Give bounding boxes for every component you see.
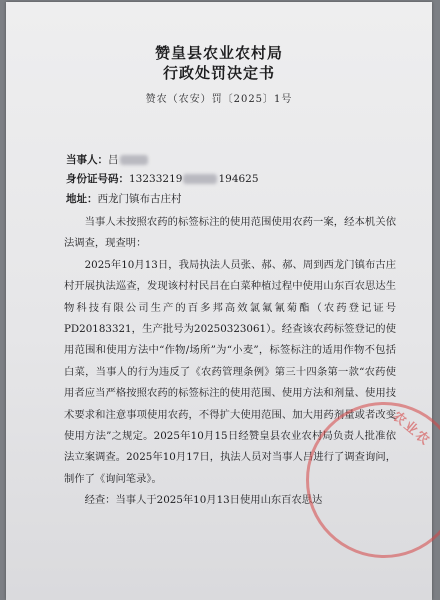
body-paragraph-2: 2025年10月13日，我局执法人员张、郝、郝、周到西龙门镇布古庄村开展执法巡查，发现该村村民吕在白菜种植过程中使用山东百农思达生物科技有限公司生产的百多邦高效氯氟氰菊酯（农药登记证号PD20183321，生产批号为20250323061）。经查该农药标签登记的使用范围和使用方法中“作物/场所”为“小麦”，标签标注的适用作物不包括白菜，当事人的行为违反了《农药管理条例》第三十四条第一款“农药使用者应当严格按照农药的标签标注的使用范围、使用方法和剂量、使用技术要求和注意事项使用农药，不得扩大使用范围、加大用药剂量或者改变使用方法”之规定。2025年10月15日经赞皇县农业农村局负责人批准依法立案调查。2025年10月17日，执法人员对当事人吕进行了调查询问，制作了《询问笔录》。 <box>64 258 396 485</box>
document-title-line1: 赞皇县农业农村局 <box>154 44 283 62</box>
id-number-field <box>66 171 259 186</box>
party-name: 吕 <box>108 154 119 166</box>
redaction-mark <box>120 155 148 165</box>
body-paragraph-1: 当事人未按照农药的标签标注的使用范围使用农药一案，经本机关依法调查，现查明： <box>64 216 396 250</box>
address-label: 地址： <box>66 193 98 205</box>
document-number: 赞农（农安）罚〔2025〕1号 <box>145 94 293 105</box>
redaction-mark <box>183 174 217 184</box>
id-number-label: 身份证号码： <box>66 173 129 185</box>
address-value: 西龙门镇布古庄村 <box>97 193 182 205</box>
document-title-line2: 行政处罚决定书 <box>162 64 275 82</box>
party-label: 当事人： <box>66 154 108 166</box>
party-field <box>66 152 149 167</box>
id-number-suffix: 194625 <box>218 173 259 185</box>
body-paragraph-3: 经查：当事人于2025年10月13日使用山东百农思达 <box>84 494 323 507</box>
document-page <box>6 2 432 600</box>
id-number-prefix: 13233219 <box>129 173 183 185</box>
address-field <box>66 191 182 206</box>
official-seal-text: 农业农 <box>389 408 434 450</box>
